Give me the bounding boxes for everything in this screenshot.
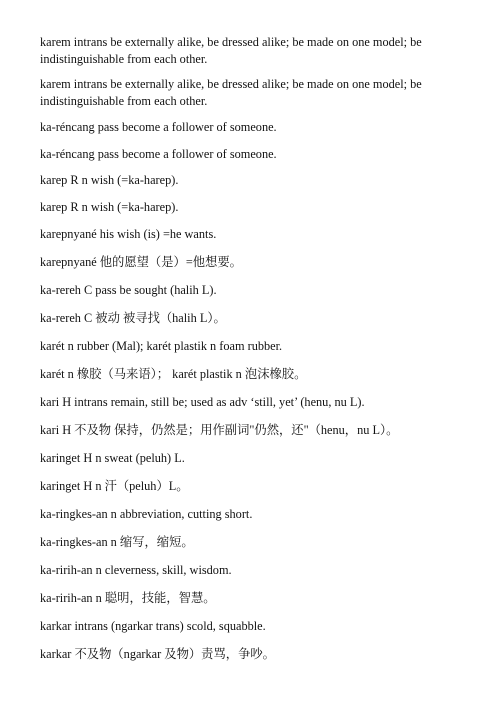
dictionary-entry: karem intrans be externally alike, be dressed alike; be made on one model; be indistinguishable from each other. (40, 35, 422, 66)
dictionary-entry: ka-réncang pass become a follower of someone. (40, 147, 277, 161)
dictionary-entry-translation: karepnyané 他的愿望（是）=他想要。 (40, 255, 242, 269)
dictionary-entry: ka-ringkes-an n abbreviation, cutting short. (40, 507, 253, 521)
dictionary-entry: karkar intrans (ngarkar trans) scold, squabble. (40, 619, 266, 633)
dictionary-entry: karepnyané his wish (is) =he wants. (40, 227, 217, 241)
dictionary-entry: karét n rubber (Mal); karét plastik n foam rubber. (40, 339, 283, 353)
dictionary-entry: karinget H n sweat (peluh) L. (40, 451, 185, 465)
dictionary-entry-translation: kari H 不及物 保持，仍然是；用作副词"仍然，还"（henu，nu L）。 (40, 423, 399, 437)
dictionary-entry: karep R n wish (=ka-harep). (40, 200, 179, 214)
dictionary-entry: ka-rereh C pass be sought (halih L). (40, 283, 217, 297)
dictionary-entry-translation: ka-ringkes-an n 缩写，缩短。 (40, 535, 194, 549)
dictionary-entry: karep R n wish (=ka-harep). (40, 173, 179, 187)
dictionary-entry-translation: karinget H n 汗（peluh）L。 (40, 479, 189, 493)
dictionary-entry-translation: ka-rereh C 被动 被寻找（halih L）。 (40, 311, 226, 325)
dictionary-entry-translation: karét n 橡胶（马来语）； karét plastik n 泡沫橡胶。 (40, 367, 307, 381)
dictionary-entry: ka-réncang pass become a follower of someone. (40, 120, 277, 134)
dictionary-entry: kari H intrans remain, still be; used as adv ‘still, yet’ (henu, nu L). (40, 395, 365, 409)
dictionary-entry-translation: karkar 不及物（ngarkar 及物）责骂，争吵。 (40, 647, 275, 661)
dictionary-entry: ka-ririh-an n cleverness, skill, wisdom. (40, 563, 232, 577)
dictionary-entry-translation: ka-ririh-an n 聪明，技能，智慧。 (40, 591, 216, 605)
dictionary-entry: karem intrans be externally alike, be dressed alike; be made on one model; be indistinguishable from each other. (40, 77, 422, 108)
